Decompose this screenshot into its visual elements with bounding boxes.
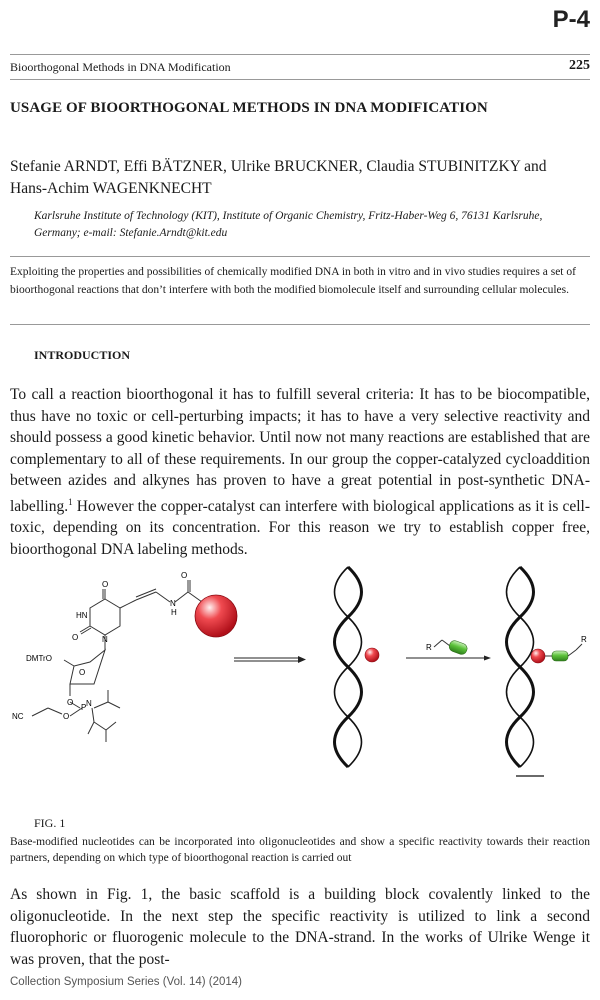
intro-text-cont: However the copper-catalyst can interfere with biological applications as it is cell-toxic, depending on its concentration. For this reason we try to establish copper free, bioorthogonal DNA labeling methods. [10,497,590,558]
atom-o-amide: O [181,571,188,580]
atom-o-ring: O [72,633,79,642]
atom-n-amine: N [86,699,92,708]
intro-paragraph [10,384,590,560]
figure-1-scheme [10,562,590,802]
figure-label: FIG. 1 [34,816,66,830]
atom-n-linker: N [170,599,176,608]
page-number: 225 [569,58,590,73]
abstract: Exploiting the properties and possibilities of chemically modified DNA in both in vitro and in vivo studies requires a set of bioorthogonal reactions that don’t interfere with both the modified biomolecule itself and surrounding cellular molecules. [10,266,576,296]
body-paragraph-2: As shown in Fig. 1, the basic scaffold is a building block covalently linked to the oligonucleotide. In the next step the specific reactivity is utilized to link a second fluorophoric or fluorogenic molecule to the DNA-strand. In the works of Ulrike Wenge it was proven, that the post- [10,886,590,968]
figure-caption: Base-modified nucleotides can be incorporated into oligonucleotides and show a specific reactivity towards their reaction partners, depending on which type of bioorthogonal reaction is carried out [10,836,590,864]
atom-p-phos: P [81,703,87,712]
section-heading: INTRODUCTION [34,348,131,362]
author-list: Stefanie ARNDT, Effi BÄTZNER, Ulrike BRUCKNER, Claudia STUBINITZKY and Hans-Achim WAGENKNECHT [10,158,547,197]
reaction-arrow-1 [234,656,306,663]
footer-series: Collection Symposium Series (Vol. 14) (2014) [10,976,243,988]
reporter-sphere-large [195,595,237,637]
sugar-ring [70,650,105,684]
dna-helix-2 [507,567,534,767]
intro-text: To call a reaction bioorthogonal it has to fulfill several criteria: It has to be biocompatible, thus have no toxic or cell-perturbing impacts; it has to have a very selective reactivity and should possess a good kinetic behavior. Until now not many reactions are established that are complementary to all of these requirements. In our group the copper-catalyzed cycloaddition between azides and alkynes has proven to have a great potential in post-synthetic DNA-labelling. [10,386,590,515]
poster-code: P-4 [552,6,590,33]
product-r: R [581,635,587,644]
reference-1: 1 [68,496,73,507]
reagent-cylinder [448,639,469,655]
atom-dmtro: DMTrO [26,654,52,663]
dna-helix-1 [335,567,362,767]
abstract-rule-bottom [10,324,590,325]
reagent-r: R [426,643,432,652]
nucleotide-structure [32,580,202,742]
reporter-sphere-dna2 [531,649,545,663]
running-header [10,54,590,80]
atom-o-phos2: O [63,712,70,721]
atom-n-ring: N [102,635,108,644]
abstract-rule-top [10,256,590,257]
atom-o-sugar: O [79,668,86,677]
atom-nc: NC [12,712,24,721]
atom-h-linker: H [171,608,177,617]
reaction-arrow-2 [406,656,491,661]
uracil-ring [90,599,120,635]
atom-o-top: O [102,580,109,589]
article-title: USAGE OF BIOORTHOGONAL METHODS IN DNA MODIFICATION [10,100,488,116]
running-title: Bioorthogonal Methods in DNA Modification [10,60,231,74]
atom-o-phos: O [67,698,74,707]
atom-hn-ring: HN [76,611,88,620]
product-cylinder [552,651,568,661]
affiliation: Karlsruhe Institute of Technology (KIT), Institute of Organic Chemistry, Fritz-Haber-Weg 6, 76131 Karlsruhe, Germany; e-mail: Stefanie.Arndt@kit.edu [34,210,543,239]
reporter-sphere-dna1 [365,648,379,662]
